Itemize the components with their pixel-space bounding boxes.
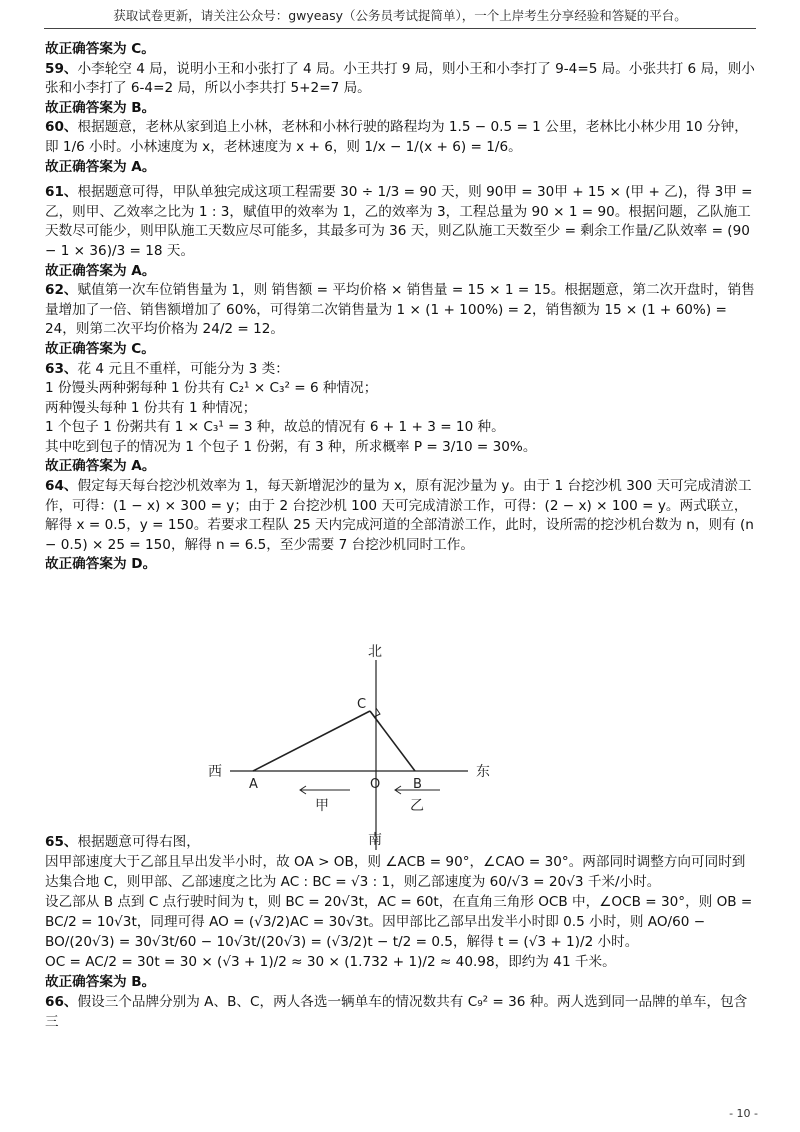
solution-text: 根据题意可得右图， [77, 834, 200, 850]
solution-65 [45, 832, 757, 852]
header-divider [44, 28, 756, 29]
question-number: 65、 [45, 834, 78, 850]
jia-label: 甲 [315, 798, 329, 814]
solutions-part-2 [45, 832, 757, 1032]
solution-64 [45, 477, 757, 555]
solution-59 [45, 60, 757, 99]
answer-line: 故正确答案为 A。 [45, 158, 156, 175]
answer-line: 故正确答案为 B。 [45, 974, 156, 990]
solution-text: 根据题意，老林从家到追上小林，老林和小林行驶的路程均为 1.5 − 0.5 = 1 公里，老林比小林少用 10 分钟，即 1/6 小时。小林速度为 x，老林速度为 x + 6，则 1/x − 1/(x + 6) = 1/6。 [45, 119, 748, 155]
answer-line: 故正确答案为 B。 [45, 99, 156, 116]
solution-text: 根据题意可得，甲队单独完成这项工程需要 30 ÷ 1/3 = 90 天，则 90甲 = 30甲 + 15 × (甲 + 乙)，得 3甲 = 乙，则甲、乙效率之比为 1 : 3，赋值甲的效率为 1，乙的效率为 3，工程总量为 90 × 1 = 90。根据问题，乙队施工天数尽可能少，则甲队施工天数应尽可能多，其最多可为 36 天，则乙队施工天数至少 = 剩余工作量/乙队效率 = (90 − 1 × 36)/3 = 18 天。 [45, 184, 753, 259]
label-south: 南 [368, 832, 382, 848]
solution-text: 赋值第一次车位销售量为 1，则 销售额 = 平均价格 × 销售量 = 15 × 1 = 15。根据题意，第二次开盘时，销售量增加了一倍、销售额增加了 60%，可得第二次销售量为 1 × (1 + 100%) = 2，销售额为 15 × (1 + 60%) = 24，则第二次平均价格为 24/2 = 12。 [45, 282, 755, 338]
point-b-label: B [413, 777, 422, 792]
solution-line: 其中吃到包子的情况为 1 个包子 1 份粥，有 3 种，所求概率 P = 3/10 = 30%。 [45, 438, 537, 455]
solutions-part-1 [45, 40, 757, 575]
solution-66 [45, 992, 757, 1032]
page-header: 获取试卷更新，请关注公众号：gwyeasy（公务员考试捉简单），一个上岸考生分享经验和答疑的平台。 [113, 8, 687, 23]
solution-line: 设乙部从 B 点到 C 点行驶时间为 t，则 BC = 20√3t，AC = 60t，在直角三角形 OCB 中，∠OCB = 30°，则 OB = BC/2 = 10√3t，同理可得 AO = (√3/2)AC = 30√3t。因甲部比乙部早出发半小时即 0.5 小时，则 AO/60 − BO/(20√3) = 30√3t/60 − 10√3t/(20√3) = (√3/2)t − t/2 = 0.5，解得 t = (√3 + 1)/2 小时。 [45, 894, 753, 950]
direction-diagram [200, 640, 500, 850]
solution-61 [45, 183, 757, 261]
point-c-label: C [357, 697, 367, 712]
question-number: 63、 [45, 360, 78, 377]
point-a-label: A [249, 777, 258, 792]
segment-ac [253, 711, 370, 771]
label-east: 东 [476, 764, 490, 780]
solution-line: 1 份馒头两种粥每种 1 份共有 C₂¹ × C₃² = 6 种情况； [45, 380, 378, 397]
answer-line: 故正确答案为 D。 [45, 556, 157, 573]
question-number: 64、 [45, 478, 78, 495]
solution-60 [45, 118, 757, 157]
page-number: - 10 - [729, 1107, 758, 1120]
question-number: 66、 [45, 994, 78, 1010]
solution-text: 假设三个品牌分别为 A、B、C，两人各选一辆单车的情况数共有 C₉² = 36 种。两人选到同一品牌的单车，包含三 [45, 994, 748, 1030]
answer-line: 故正确答案为 C。 [45, 41, 155, 57]
solution-text: 假定每天每台挖沙机效率为 1，每天新增泥沙的量为 x，原有泥沙量为 y。由于 1 台挖沙机 300 天可完成清淤工作，可得：(1 − x) × 300 = y；由于 2 台挖沙机 100 天可完成清淤工作，可得：(2 − x) × 100 = y。两式联立，解得 x = 0.5，y = 150。若要求工程队 25 天内完成河道的全部清淤工作，此时，设所需的挖沙机台数为 n，则有 (n − 0.5) × 25 = 150，解得 n = 6.5，至少需要 7 台挖沙机同时工作。 [45, 478, 754, 553]
label-north: 北 [368, 644, 382, 660]
solution-line: 1 个包子 1 份粥共有 1 × C₃¹ = 3 种，故总的情况有 6 + 1 + 3 = 10 种。 [45, 419, 505, 436]
diagram-svg [200, 640, 500, 850]
solution-63 [45, 360, 757, 380]
point-o-label: O [370, 777, 381, 792]
segment-cb [370, 711, 415, 771]
yi-label: 乙 [410, 798, 424, 814]
answer-line: 故正确答案为 A。 [45, 262, 156, 279]
answer-line: 故正确答案为 A。 [45, 458, 156, 475]
question-number: 62、 [45, 282, 78, 299]
solution-text: 小李轮空 4 局，说明小王和小张打了 4 局。小王共打 9 局，则小王和小李打了 9-4=5 局。小张共打 6 局，则小张和小李打了 6-4=2 局，所以小李共打 5+2=7 局。 [45, 60, 755, 97]
solution-line: 两种馒头每种 1 份共有 1 种情况； [45, 399, 257, 416]
question-number: 60、 [45, 119, 78, 136]
answer-line: 故正确答案为 C。 [45, 340, 155, 357]
solution-line: OC = AC/2 = 30t = 30 × (√3 + 1)/2 ≈ 30 × (1.732 + 1)/2 ≈ 40.98，即约为 41 千米。 [45, 954, 616, 970]
right-angle-marker [374, 708, 380, 717]
question-number: 61、 [45, 184, 78, 201]
solution-62 [45, 281, 757, 340]
label-west: 西 [208, 764, 222, 780]
solution-line: 因甲部速度大于乙部且早出发半小时，故 OA > OB，则 ∠ACB = 90°，∠CAO = 30°。两部同时调整方向可同时到达集合地 C，则甲部、乙部速度之比为 AC : BC = √3 : 1，则乙部速度为 60/√3 = 20√3 千米/小时。 [45, 854, 746, 890]
question-number: 59、 [45, 60, 78, 77]
solution-text: 花 4 元且不重样，可能分为 3 类： [77, 360, 289, 377]
